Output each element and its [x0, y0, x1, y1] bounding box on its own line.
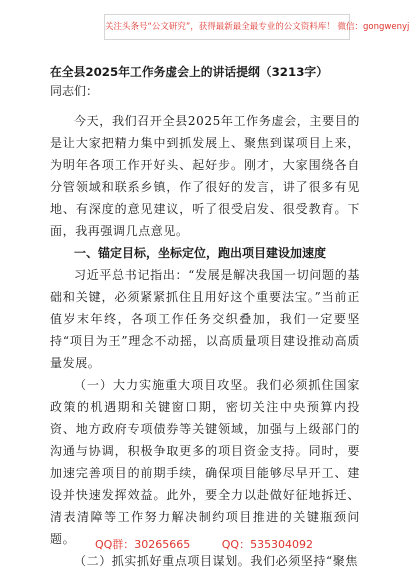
salutation: 同志们： — [50, 84, 99, 98]
subsection-1-paragraph: （一）大力实施重大项目攻坚。我们必须抓住国家政策的机遇期和关键窗口期，密切关注中央预算内投资、地方政府专项债券等关键领域，加强与上级部门的沟通与协调，积极争取更多的项目资金支持。同时，要加速完善项目的前期手续，确保项目能够尽早开工、建设并快速发挥效益。此外，要全力以赴做好征地拆迁、清表清障等工作努力解决制约项目推进的关键瓶颈问题。 — [50, 378, 360, 546]
promo-banner: 关注头条号“公文研究”，获得最新最全最专业的公文资料库！ 微信：gongwenyj — [104, 14, 350, 40]
document-body — [50, 63, 360, 572]
qq-group: QQ群：30265665 — [94, 538, 191, 551]
contact-footer — [0, 536, 408, 552]
section-1-paragraph: 习近平总书记指出：“发展是解决我国一切问题的基础和关键，必须紧紧抓住且用好这个重要法宝。”当前正值岁末年终，各项工作任务交织叠加，我们一定要坚持“项目为王”理念不动摇，以高质量项目建设推动高质量发展。 — [50, 268, 360, 370]
qq-number: QQ：535304092 — [221, 538, 314, 551]
document-title: 在全县2025年工作务虚会上的讲话提纲（3213字） — [50, 65, 329, 79]
section-heading-1: 一、锚定目标，坐标定位，跑出项目建设加速度 — [74, 246, 327, 260]
intro-paragraph: 今天，我们召开全县2025年工作务虚会，主要目的是让大家把精力集中到抓发展上、聚焦到谋项目上来，为明年各项工作开好头、起好步。刚才，大家围绕各自分管领域和联系乡镇，作了很好的发言，讲了很多有见地、有深度的意见建议，听了很受启发、很受教育。下面，我再强调几点意见。 — [50, 114, 360, 238]
subsection-2-paragraph: （二）抓实抓好重点项目谋划。我们必须坚持“聚焦 — [74, 554, 358, 568]
